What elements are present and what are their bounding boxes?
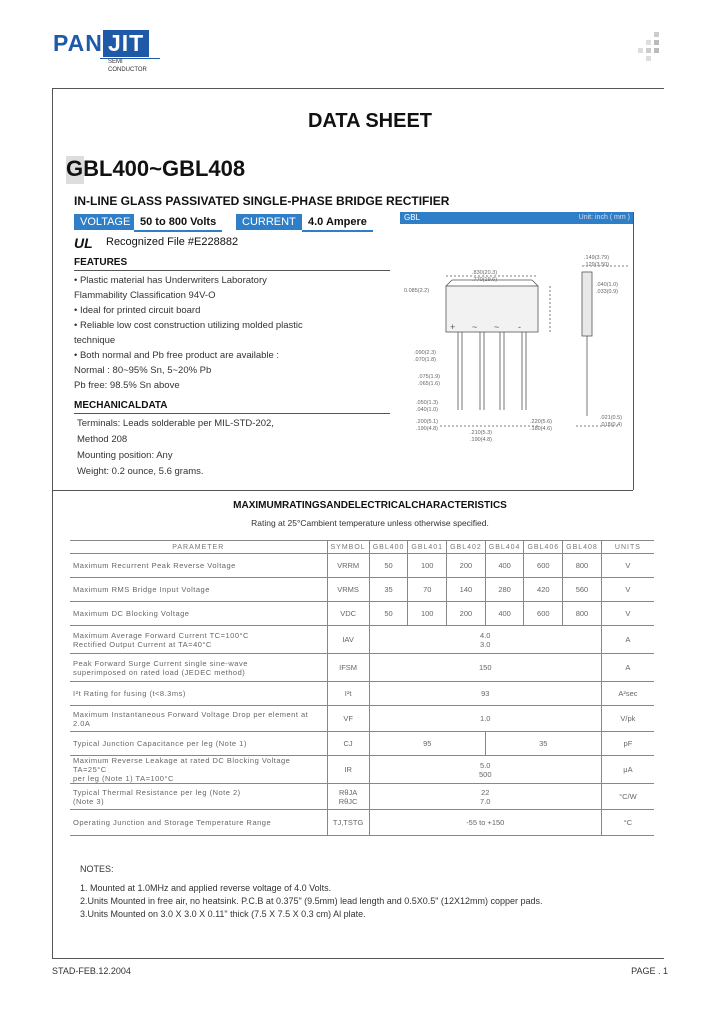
symbol-cell: IAV [327, 626, 369, 654]
value-cell: 600 [524, 602, 563, 626]
frame-bottom [52, 958, 664, 959]
unit-cell: V/pk [601, 706, 654, 732]
svg-text:~: ~ [494, 322, 500, 332]
svg-text:.770(19.6): .770(19.6) [472, 277, 498, 283]
col-gbl404: GBL404 [485, 541, 524, 554]
table-row [70, 732, 654, 756]
brand-subline-2: CONDUCTOR [108, 67, 147, 73]
param-cell: Typical Thermal Resistance per leg (Note 2) (Note 3) [70, 784, 327, 810]
col-symbol: SYMBOL [327, 541, 369, 554]
note-1: 1. Mounted at 1.0MHz and applied reverse voltage of 4.0 Volts. [80, 883, 332, 893]
value-cell: 100 [408, 554, 447, 578]
unit-cell: V [601, 578, 654, 602]
feature-line: Flammability Classification 94V-O [74, 290, 216, 301]
param-cell: Peak Forward Surge Current single sine-wave superimposed on rated load (JEDEC method) [70, 654, 327, 682]
symbol-cell: RθJA RθJC [327, 784, 369, 810]
svg-text:.149(3.79): .149(3.79) [584, 255, 610, 261]
feature-line: Pb free: 98.5% Sn above [74, 380, 180, 391]
mechanical-line: Mounting position: Any [77, 450, 173, 461]
svg-text:.033(0.9): .033(0.9) [596, 289, 619, 295]
frame-top [52, 88, 664, 89]
svg-text:.190(4.8): .190(4.8) [416, 426, 439, 432]
value-cell: 100 [408, 602, 447, 626]
package-drawing [400, 226, 632, 442]
col-gbl400: GBL400 [369, 541, 408, 554]
mechanical-line: Weight: 0.2 ounce, 5.6 grams. [77, 466, 204, 477]
svg-text:.040(1.0): .040(1.0) [416, 407, 439, 413]
svg-text:.065(1.6): .065(1.6) [418, 381, 441, 387]
unit-cell: °C/W [601, 784, 654, 810]
unit-cell: pF [601, 732, 654, 756]
current-label: CURRENT [236, 214, 302, 230]
unit-cell: A [601, 626, 654, 654]
svg-text:~: ~ [472, 322, 478, 332]
param-cell: Maximum DC Blocking Voltage [70, 602, 327, 626]
param-cell: Maximum Average Forward Current TC=100°C Rectified Output Current at TA=40°C [70, 626, 327, 654]
note-2: 2.Units Mounted in free air, no heatsink. P.C.B at 0.375" (9.5mm) lead length and 0.5X0.5" (12X12mm) copper pads. [80, 896, 543, 906]
brand-subline-1: SEMI [108, 59, 123, 65]
value-cell: 420 [524, 578, 563, 602]
feature-line: • Ideal for printed circuit board [74, 305, 201, 316]
mechanical-line: Method 208 [77, 434, 128, 445]
value-cell: 400 [485, 554, 524, 578]
param-cell: Operating Junction and Storage Temperature Range [70, 810, 327, 836]
value-cell: 800 [563, 554, 602, 578]
feature-line: • Reliable low cost construction utilizing molded plastic [74, 320, 303, 331]
value-cell: 200 [447, 554, 486, 578]
section-divider [53, 490, 633, 491]
table-row [70, 654, 654, 682]
value-cell: 5.0 500 [369, 756, 601, 784]
feature-line: Normal : 80~95% Sn, 5~20% Pb [74, 365, 212, 376]
svg-text:.070(1.8): .070(1.8) [414, 357, 437, 363]
table-row [70, 578, 654, 602]
symbol-cell: IFSM [327, 654, 369, 682]
svg-text:.129(3.50): .129(3.50) [584, 262, 610, 268]
value-cell: 140 [447, 578, 486, 602]
ratings-table [70, 540, 654, 836]
col-gbl401: GBL401 [408, 541, 447, 554]
notes-heading: NOTES: [80, 864, 114, 874]
brand-logo-pan: PAN [53, 30, 103, 56]
voltage-value: 50 to 800 Volts [134, 214, 222, 232]
feature-line: • Plastic material has Underwriters Laboratory [74, 275, 267, 286]
param-cell: Typical Junction Capacitance per leg (Note 1) [70, 732, 327, 756]
table-header-row [70, 541, 654, 554]
footer-page: PAGE . 1 [631, 966, 668, 976]
unit-cell: A²sec [601, 682, 654, 706]
svg-text:+: + [450, 322, 456, 332]
col-gbl402: GBL402 [447, 541, 486, 554]
value-cell: 560 [563, 578, 602, 602]
unit-cell: A [601, 654, 654, 682]
value-cell: 280 [485, 578, 524, 602]
footer-date: STAD-FEB.12.2004 [52, 966, 131, 976]
svg-text:.220(5.6): .220(5.6) [530, 419, 553, 425]
value-cell: 70 [408, 578, 447, 602]
page-title: DATA SHEET [307, 110, 433, 132]
value-cell: 35 [485, 732, 601, 756]
unit-cell: V [601, 554, 654, 578]
svg-text:0.085(2.2): 0.085(2.2) [404, 288, 430, 294]
mechanical-list [77, 416, 274, 480]
value-cell: 22 7.0 [369, 784, 601, 810]
voltage-label: VOLTAGE [74, 214, 136, 230]
value-cell: 150 [369, 654, 601, 682]
svg-text:.018(0.4): .018(0.4) [600, 422, 623, 428]
features-rule [74, 270, 390, 271]
note-3: 3.Units Mounted on 3.0 X 3.0 X 0.11" thick (7.5 X 7.5 X 0.3 cm) Al plate. [80, 909, 366, 919]
features-list [74, 273, 394, 393]
svg-text:.190(4.8): .190(4.8) [470, 437, 493, 442]
table-row [70, 554, 654, 578]
table-row [70, 682, 654, 706]
svg-text:.090(2.3): .090(2.3) [414, 350, 437, 356]
feature-line: technique [74, 335, 116, 346]
svg-text:-: - [518, 322, 521, 332]
symbol-cell: CJ [327, 732, 369, 756]
table-row [70, 602, 654, 626]
unit-cell: μA [601, 756, 654, 784]
dot-grid-icon [636, 32, 666, 62]
unit-cell: °C [601, 810, 654, 836]
symbol-cell: VDC [327, 602, 369, 626]
value-cell: 4.0 3.0 [369, 626, 601, 654]
svg-text:.040(1.0): .040(1.0) [596, 282, 619, 288]
value-cell: 95 [369, 732, 485, 756]
features-heading: FEATURES [74, 257, 128, 268]
value-cell: 400 [485, 602, 524, 626]
param-cell: Maximum Instantaneous Forward Voltage Drop per element at 2.0A [70, 706, 327, 732]
package-name: GBL [404, 213, 421, 222]
rating-note: Rating at 25°Cambient temperature unless otherwise specified. [251, 518, 489, 528]
value-cell: 200 [447, 602, 486, 626]
value-cell: 600 [524, 554, 563, 578]
value-cell: 50 [369, 602, 408, 626]
drawing-frame-right [633, 212, 634, 490]
drawing-header [400, 212, 633, 224]
col-parameter: PARAMETER [70, 541, 327, 554]
value-cell: 50 [369, 554, 408, 578]
value-cell: 35 [369, 578, 408, 602]
unit-cell: V [601, 602, 654, 626]
product-subtitle: IN-LINE GLASS PASSIVATED SINGLE-PHASE BRIDGE RECTIFIER [74, 194, 450, 208]
mechanical-line: Terminals: Leads solderable per MIL-STD-202, [77, 418, 274, 429]
mechanical-heading: MECHANICALDATA [74, 400, 168, 411]
table-row [70, 626, 654, 654]
value-cell: 1.0 [369, 706, 601, 732]
part-number: GBL400~GBL408 [66, 156, 246, 181]
col-gbl406: GBL406 [524, 541, 563, 554]
symbol-cell: IR [327, 756, 369, 784]
svg-text:.075(1.9): .075(1.9) [418, 374, 441, 380]
param-cell: Maximum Reverse Leakage at rated DC Blocking Voltage TA=25°C per leg (Note 1) TA=100°C [70, 756, 327, 784]
table-row [70, 784, 654, 810]
recognition-text: Recognized File #E228882 [106, 236, 239, 248]
param-cell: I²t Rating for fusing (t<8.3ms) [70, 682, 327, 706]
symbol-cell: VRRM [327, 554, 369, 578]
mechanical-rule [74, 413, 390, 414]
symbol-cell: I²t [327, 682, 369, 706]
svg-text:.830(20.3): .830(20.3) [472, 270, 498, 276]
symbol-cell: VRMS [327, 578, 369, 602]
feature-line: • Both normal and Pb free product are available : [74, 350, 280, 361]
table-row [70, 810, 654, 836]
col-gbl408: GBL408 [563, 541, 602, 554]
svg-text:.021(0.5): .021(0.5) [600, 415, 623, 421]
col-units: UNITS [601, 541, 654, 554]
current-value: 4.0 Ampere [302, 214, 373, 232]
brand-subline [108, 58, 147, 74]
value-cell: 93 [369, 682, 601, 706]
ratings-body [70, 554, 654, 836]
table-row [70, 706, 654, 732]
svg-text:.050(1.3): .050(1.3) [416, 400, 439, 406]
param-cell: Maximum RMS Bridge Input Voltage [70, 578, 327, 602]
svg-text:.180(4.6): .180(4.6) [530, 426, 553, 432]
symbol-cell: TJ,TSTG [327, 810, 369, 836]
ul-logo-icon: UL [74, 235, 93, 251]
svg-text:.210(5.3): .210(5.3) [470, 430, 493, 436]
svg-text:.200(5.1): .200(5.1) [416, 419, 439, 425]
symbol-cell: VF [327, 706, 369, 732]
table-row [70, 756, 654, 784]
param-cell: Maximum Recurrent Peak Reverse Voltage [70, 554, 327, 578]
brand-logo-jit: JIT [103, 30, 149, 57]
unit-label: Unit: inch ( mm ) [578, 214, 630, 221]
max-ratings-heading: MAXIMUMRATINGSANDELECTRICALCHARACTERISTICS [233, 500, 507, 511]
value-cell: 800 [563, 602, 602, 626]
value-cell: -55 to +150 [369, 810, 601, 836]
